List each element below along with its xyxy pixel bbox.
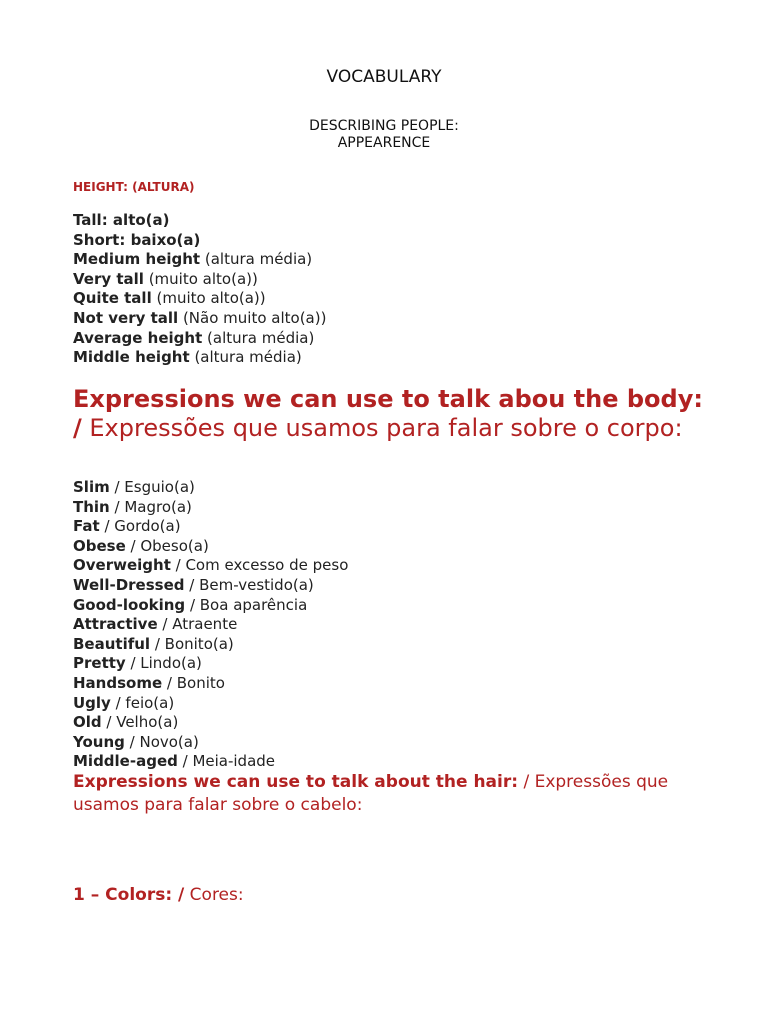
translation: / Bonito(a) — [150, 634, 234, 653]
term: Short: baixo(a) — [73, 230, 201, 249]
term: Beautiful — [73, 634, 151, 653]
term: Thin — [73, 497, 110, 516]
translation: (Não muito alto(a)) — [178, 308, 327, 327]
document-title: VOCABULARY — [326, 67, 442, 87]
body-expressions-heading — [73, 385, 713, 442]
hair-expressions-heading — [73, 771, 713, 817]
translation: / Com excesso de peso — [170, 556, 349, 575]
translation: / Atraente — [157, 615, 238, 634]
list-item — [73, 615, 348, 635]
heading-bold: 1 – Colors: / — [73, 885, 185, 905]
term: Slim — [73, 478, 110, 496]
list-item — [73, 348, 326, 368]
list-item — [73, 498, 348, 518]
translation: (muito alto(a)) — [143, 269, 258, 288]
term: Tall: alto(a) — [73, 211, 170, 229]
term: Well-Dressed — [73, 575, 185, 594]
translation: / feio(a) — [110, 693, 175, 712]
translation: / Bonito — [162, 673, 225, 692]
term: Ugly — [73, 693, 111, 712]
term: Middle-aged — [73, 752, 178, 771]
translation: / Esguio(a) — [109, 478, 195, 496]
translation: / Bem-vestido(a) — [184, 575, 314, 594]
translation: / Novo(a) — [124, 732, 199, 751]
list-item — [73, 752, 348, 772]
term: Young — [73, 732, 125, 751]
heading-regular: Expressões que usamos para falar sobre o corpo: — [81, 413, 683, 442]
heading-regular: / Expressões que usamos para falar sobre o cabelo: — [73, 772, 669, 815]
translation: / Lindo(a) — [125, 654, 202, 673]
term: Fat — [73, 517, 100, 536]
term: Overweight — [73, 556, 171, 575]
list-item — [73, 309, 326, 329]
term: Old — [73, 713, 102, 732]
list-item — [73, 329, 326, 349]
list-item — [73, 713, 348, 733]
list-item — [73, 289, 326, 309]
translation: / Obeso(a) — [125, 536, 209, 555]
subtitle-line-2: APPEARENCE — [337, 135, 431, 151]
list-item — [73, 250, 326, 270]
translation: / Gordo(a) — [99, 517, 181, 536]
term: Pretty — [73, 654, 126, 673]
translation: / Magro(a) — [109, 497, 192, 516]
list-item — [73, 654, 348, 674]
list-item — [73, 478, 348, 498]
list-item — [73, 517, 348, 537]
list-item — [73, 537, 348, 557]
term: Attractive — [73, 615, 158, 634]
term: Middle height — [73, 348, 190, 367]
list-item — [73, 674, 348, 694]
translation: / Velho(a) — [101, 713, 179, 732]
list-item — [73, 231, 326, 251]
translation: (altura média) — [200, 250, 313, 269]
heading-bold: Expressions we can use to talk abou the body: / — [73, 385, 703, 442]
document-subtitle — [0, 118, 768, 152]
subtitle-line-1: DESCRIBING PEOPLE: — [309, 118, 459, 134]
list-item — [73, 270, 326, 290]
translation: (altura média) — [202, 328, 315, 347]
list-item — [73, 635, 348, 655]
list-item — [73, 556, 348, 576]
body-list — [73, 478, 348, 772]
term: Medium height — [73, 250, 201, 269]
list-item — [73, 211, 326, 231]
list-item — [73, 576, 348, 596]
translation: (altura média) — [189, 348, 302, 367]
heading-bold: Expressions we can use to talk about the hair: — [73, 772, 519, 792]
height-heading: HEIGHT: (ALTURA) — [73, 180, 195, 194]
term: Obese — [73, 536, 126, 555]
list-item — [73, 733, 348, 753]
term: Very tall — [73, 269, 144, 288]
colors-heading — [73, 885, 244, 905]
translation: (muito alto(a)) — [151, 289, 266, 308]
list-item — [73, 596, 348, 616]
heading-regular: Cores: — [184, 885, 244, 905]
term: Good-looking — [73, 595, 186, 614]
height-list — [73, 211, 326, 368]
term: Quite tall — [73, 289, 152, 308]
term: Not very tall — [73, 308, 179, 327]
term: Handsome — [73, 673, 163, 692]
translation: / Meia-idade — [177, 752, 276, 771]
term: Average height — [73, 328, 203, 347]
translation: / Boa aparência — [185, 595, 308, 614]
list-item — [73, 694, 348, 714]
